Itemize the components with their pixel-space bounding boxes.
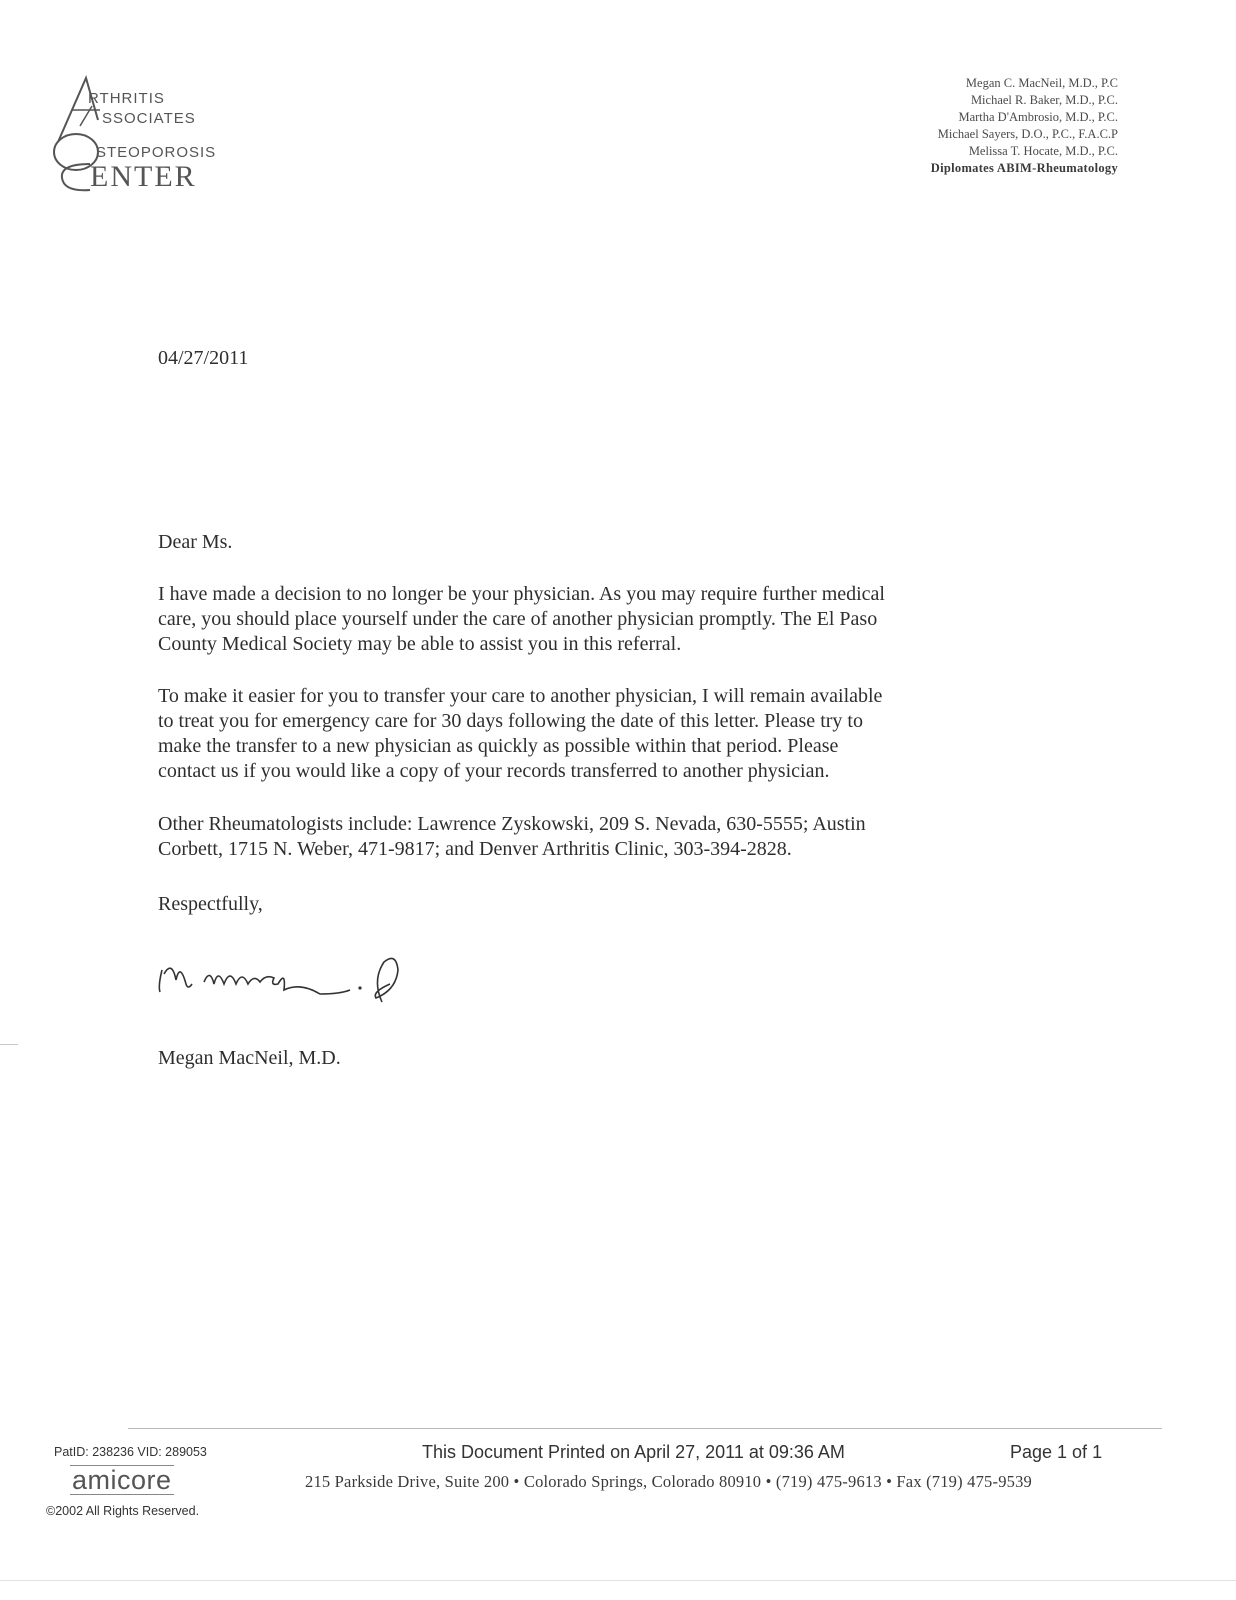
physician-name: Michael R. Baker, M.D., P.C. — [970, 93, 1118, 107]
physician-list — [931, 75, 1118, 177]
letter-date: 04/27/2011 — [158, 347, 249, 369]
physician-name: Michael Sayers, D.O., P.C., F.A.C.P — [937, 127, 1118, 141]
amicore-logo: amicore — [72, 1465, 172, 1495]
scan-artifact — [0, 1044, 18, 1045]
page-number: Page 1 of 1 — [1010, 1442, 1103, 1462]
closing: Respectfully, — [158, 893, 263, 915]
copyright-notice: ©2002 All Rights Reserved. — [46, 1504, 200, 1518]
scan-artifact — [0, 1580, 1236, 1581]
logo-text-line-4: ENTER — [90, 160, 197, 193]
body-paragraph-3: Other Rheumatologists include: Lawrence Zyskowski, 209 S. Nevada, 630-5555; Austin Corbett, 1715 N. Weber, 471-9817; and Denver Arthritis Clinic, 303-394-2828. — [158, 813, 866, 860]
arthritis-associates-logo — [50, 72, 250, 202]
logo-text-line-3: STEOPOROSIS — [96, 144, 217, 161]
diplomates-line: Diplomates ABIM-Rheumatology — [930, 161, 1118, 175]
physician-name: Melissa T. Hocate, M.D., P.C. — [968, 144, 1118, 158]
print-timestamp: This Document Printed on April 27, 2011 at 09:36 AM — [422, 1442, 845, 1462]
office-address: 215 Parkside Drive, Suite 200 • Colorado Springs, Colorado 80910 • (719) 475-9613 • Fax (719) 475-9539 — [305, 1472, 1032, 1491]
logo-text-line-2: SSOCIATES — [102, 110, 196, 127]
body-paragraph-1: I have made a decision to no longer be your physician. As you may require further medical care, you should place yourself under the care of another physician promptly. The El Paso County Medical Society may be able to assist you in this referral. — [158, 583, 885, 655]
footer-divider — [128, 1428, 1162, 1429]
handwritten-signature — [150, 940, 420, 1010]
logo-text-line-1: RTHRITIS — [88, 90, 165, 107]
physician-name: Martha D'Ambrosio, M.D., P.C. — [958, 110, 1118, 124]
body-paragraph-2: To make it easier for you to transfer your care to another physician, I will remain available to treat you for emergency care for 30 days following the date of this letter. Please try to make the transfer to a new physician as quickly as possible within that period. Please contact us if you would like a copy of your records transferred to another physician. — [158, 685, 883, 782]
patient-id: PatID: 238236 VID: 289053 — [54, 1445, 207, 1459]
physician-name: Megan C. MacNeil, M.D., P.C — [965, 76, 1118, 90]
signer-name: Megan MacNeil, M.D. — [158, 1047, 341, 1069]
salutation: Dear Ms. — [158, 531, 233, 553]
